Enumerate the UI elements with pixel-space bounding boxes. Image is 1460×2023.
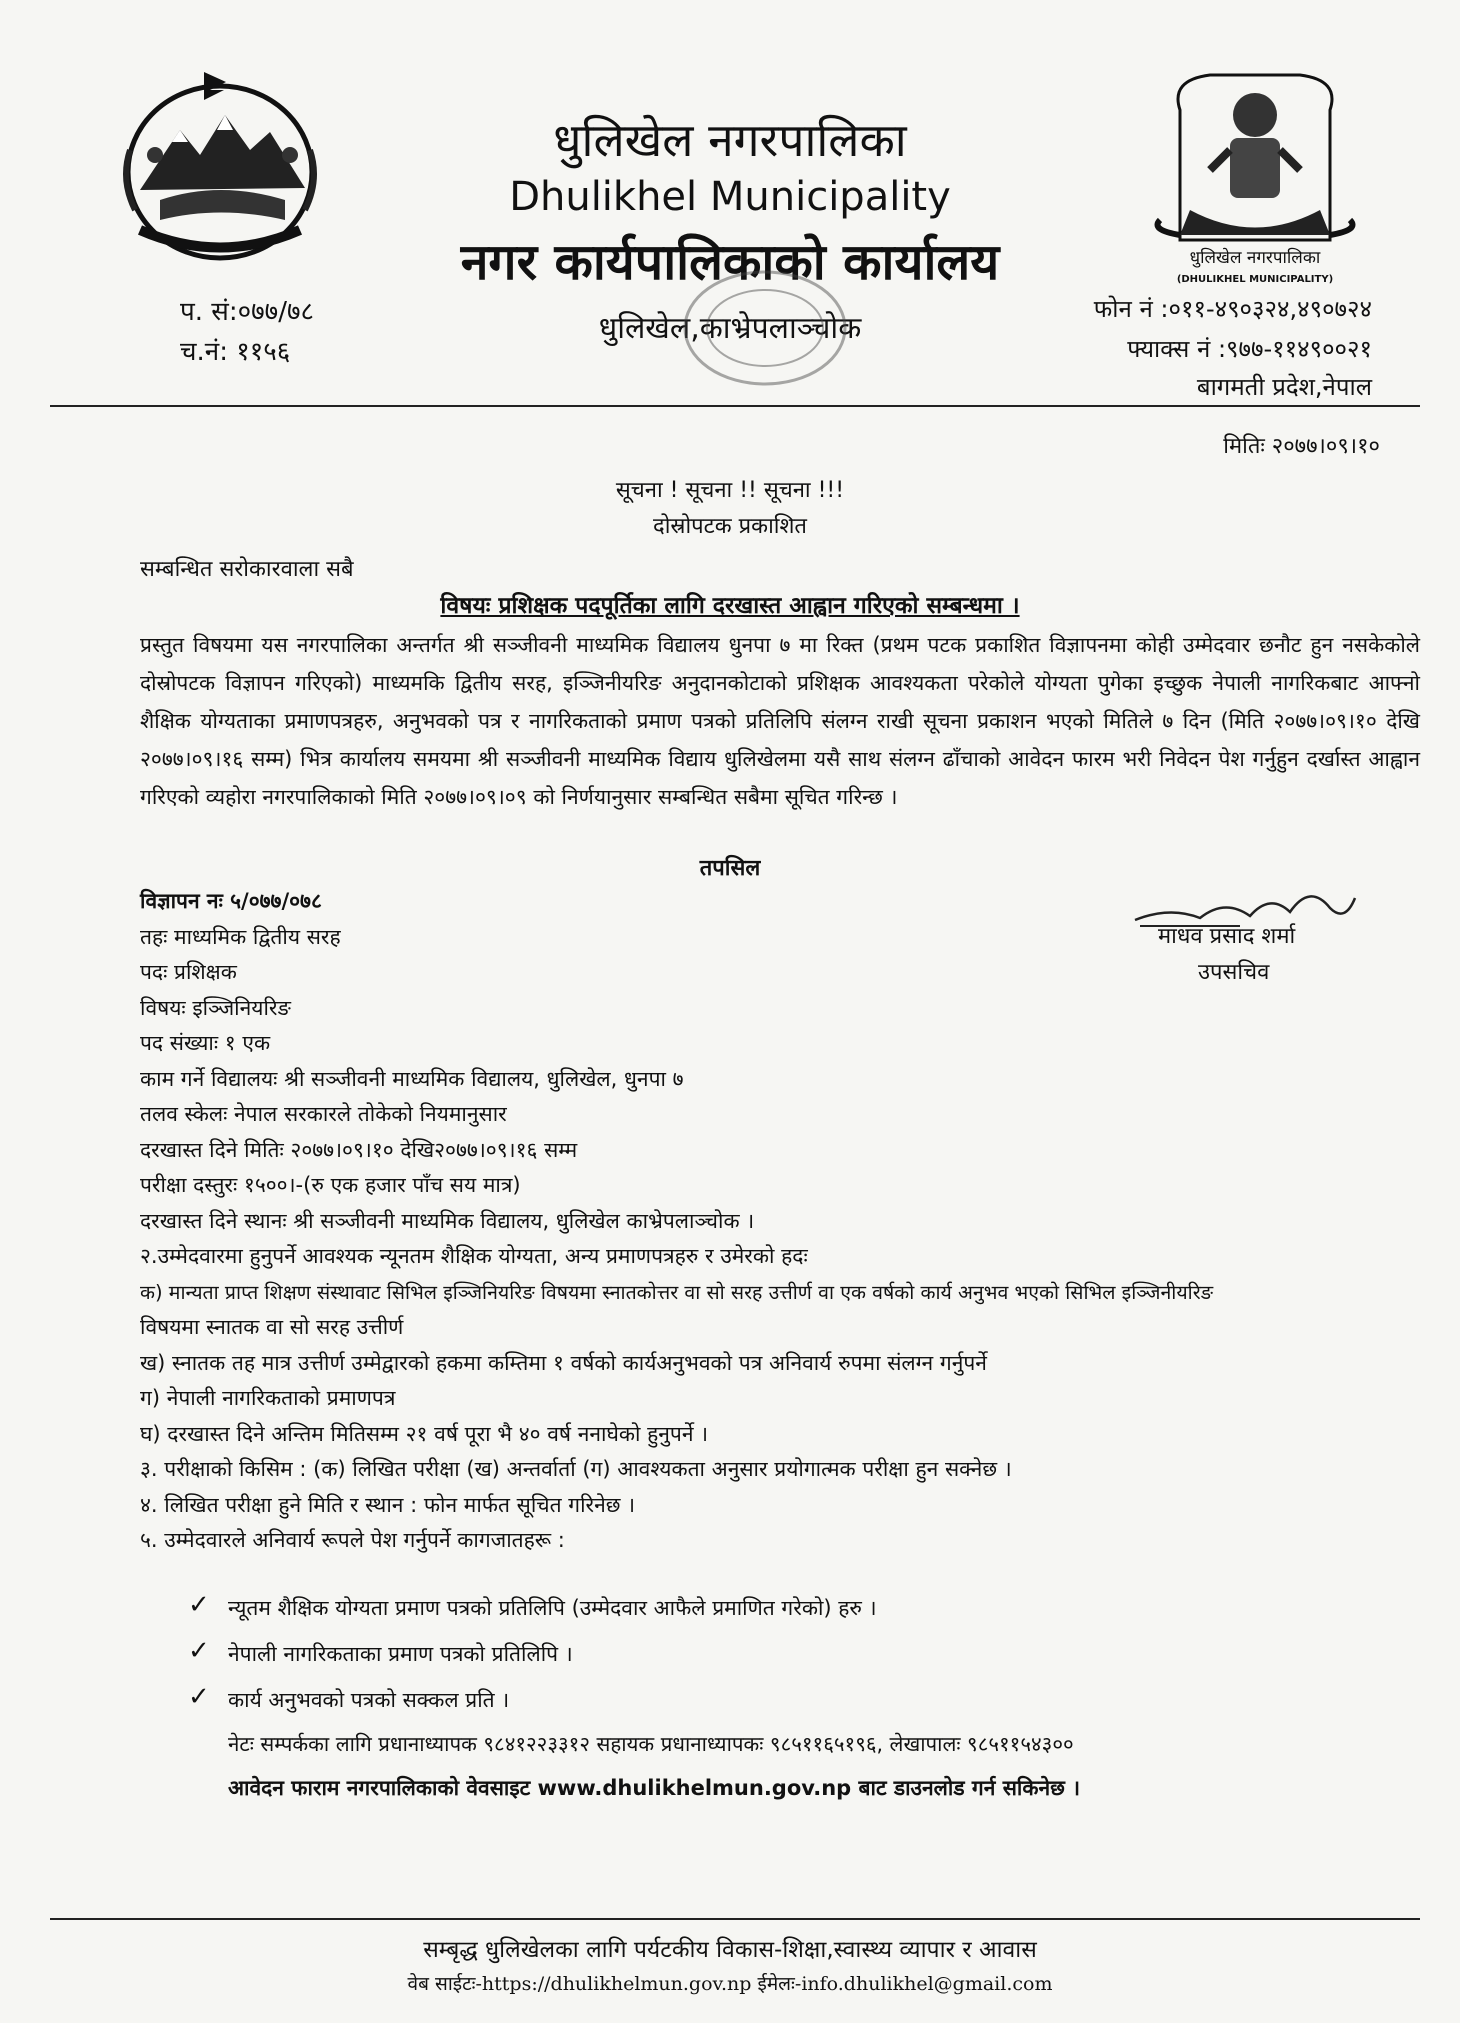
detail-item: तहः माध्यमिक द्वितीय सरह [140,924,341,949]
detail-item: ख) स्नातक तह मात्र उत्तीर्ण उम्मेद्वारको हकमा कम्तिमा १ वर्षको कार्यअनुभवको पत्र अनिवार्य रुपमा संलग्न गर्नुपर्ने [140,1350,987,1375]
office-name: नगर कार्यपालिकाको कार्यालय [460,233,1000,291]
checkmark-icon: ✓ [188,1590,210,1620]
phone-number: फोन नं :०११-४९०३२४,४९०७२४ [1093,295,1372,323]
checklist-item: नेपाली नागरिकताका प्रमाण पत्रको प्रतिलिपि । [228,1642,573,1666]
notice-body: प्रस्तुत विषयमा यस नगरपालिका अन्तर्गत श्री सञ्जीवनी माध्यमिक विद्यालय धुनपा ७ मा रिक्त (प्रथम पटक प्रकाशित विज्ञापनमा कोही उम्मेदवार छनौट हुन नसकेकोले दोस्रोपटक विज्ञापन गरिएको) माध्यमकि द्वितीय सरह, इञ्जिनीयरिङ अनुदानकोटाको प्रशिक्षक आवश्यकता परेकोले योग्यता पुगेका इच्छुक नेपाली नागरिकबाट आफ्नो शैक्षिक योग्यताका प्रमाणपत्रहरु, अनुभवको पत्र र नागरिकताको प्रमाण पत्रको प्रतिलिपि संलग्न राखी सूचना प्रकाशन भएको मितिले ७ दिन (मिति २०७७।०९।१० देखि २०७७।०९।१६ सम्म) भित्र कार्यालय समयमा श्री सञ्जीवनी माध्यमिक विद्याय धुलिखेलमा यसै साथ संलग्न ढाँचाको आवेदन फारम भरी निवेदन पेश गर्नुहुन दर्खास्त आह्वान गरिएको व्यहोरा नगरपालिकाको मिति २०७७।०९।०९ को निर्णयानुसार सम्बन्धित सबैमा सूचित गरिन्छ । [140,633,1420,809]
detail-item: ग) नेपाली नागरिकताको प्रमाणपत्र [140,1386,396,1410]
download-note: आवेदन फाराम नगरपालिकाको वेवसाइट www.dhulikhelmun.gov.np बाट डाउनलोड गर्न सकिनेछ । [228,1776,1081,1800]
office-address: धुलिखेल,काभ्रेपलाञ्चोक [598,311,862,346]
footer-slogan: सम्बृद्ध धुलिखेलका लागि पर्यटकीय विकास-शिक्षा,स्वास्थ्य व्यापार र आवास [423,1937,1037,1963]
detail-item: ३. परीक्षाको किसिम : (क) लिखित परीक्षा (ख) अन्तर्वार्ता (ग) आवश्यकता अनुसार प्रयोगात्मक परीक्षा हुन सक्नेछ । [140,1457,1012,1481]
details-heading: तपसिल [699,856,761,881]
header-divider [50,405,1420,407]
detail-item: तलव स्केलः नेपाल सरकारले तोकेको नियमानुसार [140,1102,507,1126]
logo-text-en: (DHULIKHEL MUNICIPALITY) [1176,274,1334,285]
detail-item: ५. उम्मेदवारले अनिवार्य रूपले पेश गर्नुपर्ने कागजातहरू : [140,1528,565,1552]
detail-item: घ) दरखास्त दिने अन्तिम मितिसम्म २१ वर्ष पूरा भै ४० वर्ष ननाघेको हुनुपर्ने । [140,1421,709,1446]
province-address: बागमती प्रदेश,नेपाल [1196,373,1372,401]
detail-item: परीक्षा दस्तुरः १५००।-(रु एक हजार पाँच सय मात्र) [140,1173,521,1197]
detail-item: ४. लिखित परीक्षा हुने मिति र स्थान : फोन मार्फत सूचित गरिनेछ । [140,1492,636,1517]
letter-number: प. सं:०७७/७८ [180,297,314,327]
notice-subheading: दोस्रोपटक प्रकाशित [653,514,807,539]
checkmark-icon: ✓ [188,1636,210,1666]
details-list [140,884,1410,1559]
notice-date: मितिः २०७७।०९।१० [1223,434,1380,459]
detail-item: पद संख्याः १ एक [140,1031,271,1055]
subject-line: विषयः प्रशिक्षक पदपूर्तिका लागि दरखास्त आह्वान गरिएको सम्बन्धमा । [440,593,1020,619]
detail-item: काम गर्ने विद्यालयः श्री सञ्जीवनी माध्यमिक विद्यालय, धुलिखेल, धुनपा ७ [140,1066,684,1091]
recipient-line: सम्बन्धित सरोकारवाला सबै [140,557,354,582]
signatory-title: उपसचिव [1198,960,1270,985]
detail-item: दरखास्त दिने मितिः २०७७।०९।१० देखि२०७७।०९।१६ सम्म [140,1137,578,1162]
detail-item: विज्ञापन नः ५/०७७/०७८ [140,889,322,913]
footer-divider [50,1918,1420,1920]
notice-heading: सूचना ! सूचना !! सूचना !!! [615,478,845,503]
checkmark-icon: ✓ [188,1682,210,1712]
dispatch-number: च.नं: ११५६ [180,337,291,367]
detail-item: २.उम्मेदवारमा हुनुपर्ने आवश्यक न्यूनतम शैक्षिक योग्यता, अन्य प्रमाणपत्रहरु र उमेरको हदः [140,1244,808,1268]
signatory-name: माधव प्रसाद शर्मा [1158,924,1296,949]
footer-web-email: वेब साईटः-https://dhulikhelmun.gov.np ईमेलः-info.dhulikhel@gmail.com [407,1973,1053,1995]
detail-item: क) मान्यता प्राप्त शिक्षण संस्थावाट सिभिल इञ्जिनियरिङ विषयमा स्नातकोत्तर वा सो सरह उत्तीर्ण वा एक वर्षको कार्य अनुभव भएको सिभिल इञ्जिनीयरिङ [140,1280,1214,1304]
detail-item: विषयमा स्नातक वा सो सरह उत्तीर्ण [140,1315,404,1339]
logo-text-ne: धुलिखेल नगरपालिका [1189,248,1321,268]
fax-number: फ्याक्स नं :९७७-११४९००२१ [1127,335,1372,363]
municipality-name-ne: धुलिखेल नगरपालिका [553,113,907,167]
contact-note: नेटः सम्पर्कका लागि प्रधानाध्यापक ९८४१२२३३१२ सहायक प्रधानाध्यापकः ९८५११६५१९६, लेखापालः ९८५११५४३०० [228,1732,1074,1756]
detail-item: दरखास्त दिने स्थानः श्री सञ्जीवनी माध्यमिक विद्यालय, धुलिखेल काभ्रेपलाञ्चोक । [140,1208,755,1233]
detail-item: पदः प्रशिक्षक [140,960,237,984]
checklist-item: न्यूतम शैक्षिक योग्यता प्रमाण पत्रको प्रतिलिपि (उम्मेदवार आफैले प्रमाणित गरेको) हरु । [228,1596,877,1620]
detail-item: विषयः इञ्जिनियरिङ [140,995,291,1020]
office-stamp-icon [680,268,850,388]
municipality-name-en: Dhulikhel Municipality [509,174,951,220]
checklist-item: कार्य अनुभवको पत्रको सक्कल प्रति । [228,1688,510,1712]
